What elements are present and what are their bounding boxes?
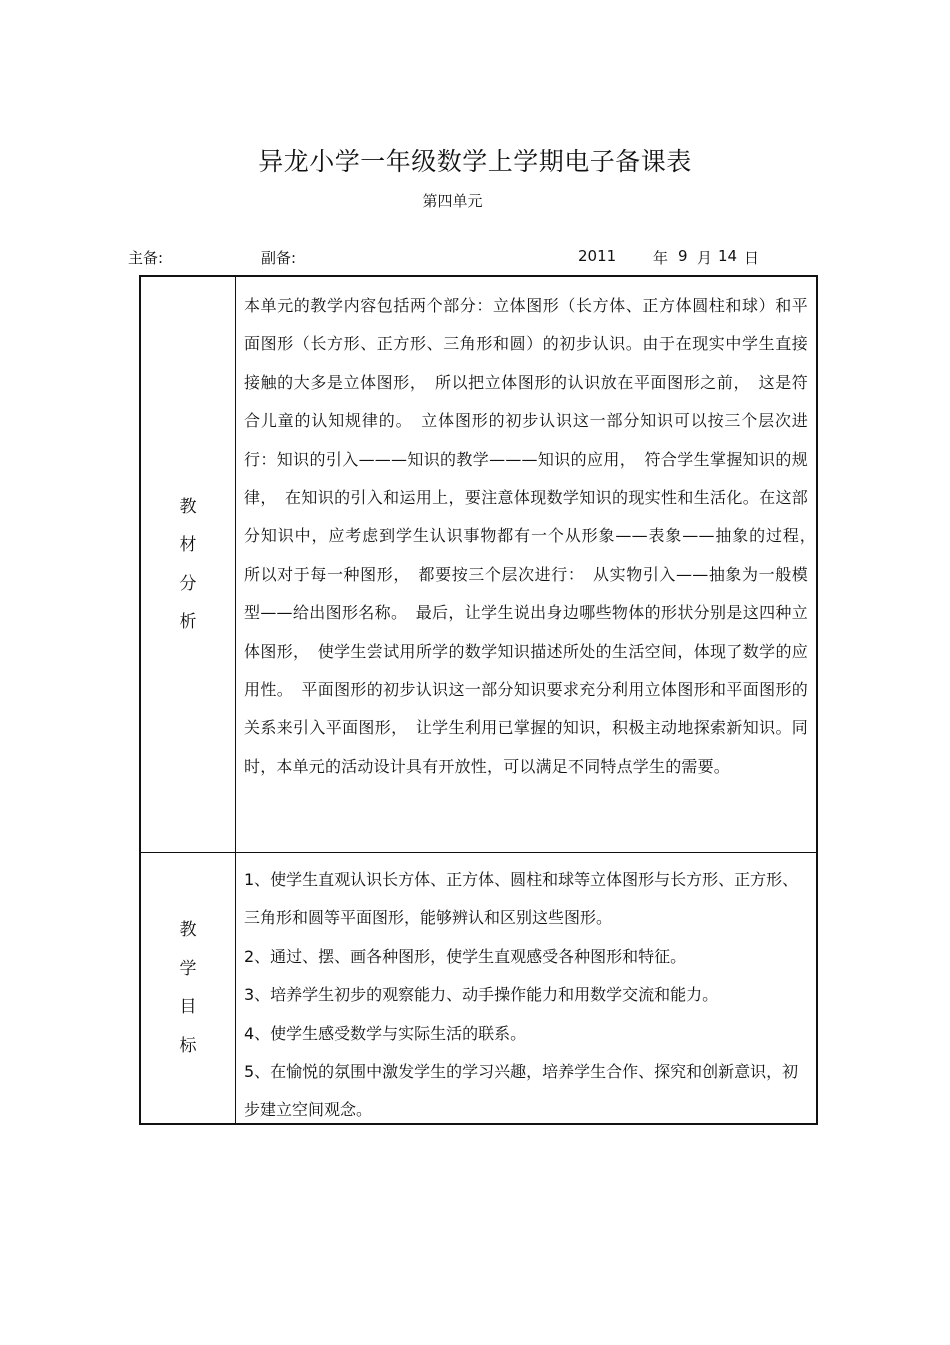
meta-row [0, 247, 950, 269]
date-month: 9 [678, 247, 688, 265]
date-year: 2011 [578, 247, 617, 265]
document-title: 异龙小学一年级数学上学期电子备课表 [258, 147, 692, 176]
goals-row [140, 853, 817, 1125]
date-year-suffix: 年 [653, 249, 669, 267]
analysis-label-char: 析 [179, 612, 197, 632]
date-day: 14 [718, 247, 738, 265]
analysis-label-char: 材 [179, 535, 197, 555]
analysis-label [180, 488, 197, 642]
goal-item: 5、在愉悦的氛围中激发学生的学习兴趣，培养学生合作、探究和创新意识，初步建立空间观念。 [244, 1062, 799, 1120]
goals-content-cell [236, 853, 818, 1125]
goals-list [236, 853, 816, 1123]
goal-item: 3、培养学生初步的观察能力、动手操作能力和用数学交流和能力。 [244, 985, 719, 1005]
goal-item: 1、使学生直观认识长方体、正方体、圆柱和球等立体图形与长方形、正方形、三角形和圆等平面图形，能够辨认和区别这些图形。 [244, 870, 799, 928]
date-day-suffix: 日 [744, 249, 760, 267]
goals-label-char: 标 [179, 1035, 197, 1056]
goals-label [180, 911, 197, 1065]
goal-item: 2、通过、摆、画各种图形，使学生直观感受各种图形和特征。 [244, 946, 687, 966]
lesson-plan-table [139, 275, 825, 1125]
goals-label-char: 学 [179, 958, 197, 979]
goals-label-char: 目 [179, 997, 197, 1017]
unit-subtitle: 第四单元 [422, 192, 483, 210]
goal-item: 4、使学生感受数学与实际生活的联系。 [244, 1023, 527, 1043]
analysis-label-char: 教 [179, 496, 197, 517]
analysis-content-cell [236, 276, 825, 853]
lead-preparer-label: 主备: [128, 249, 164, 267]
date-month-suffix: 月 [697, 249, 713, 267]
analysis-text: 本单元的教学内容包括两个部分：立体图形（长方体、正方体圆柱和球）和平面图形（长方形、正方形、三角形和圆）的初步认识。由于在现实中学生直接接触的大多是立体图形， 所以把立体图形的认识放在平面图形之前， 这是符合儿童的认知规律的。 立体图形的初步认识这一部分知识可以按三个层次进行：知识的引入———知识的教学———知识的应用， 符合学生掌握知识的规律， 在知识的引入和运用上，要注意体现数学知识的现实性和生活化。在这部分知识中，应考虑到学生认识事物都有一个从形象——表象——抽象的过程， 所以对于每一种图形， 都要按三个层次进行： 从实物引入——抽象为一般模型——给出图形名称。 最后，让学生说出身边哪些物体的形状分别是这四种立体图形， 使学生尝试用所学的数学知识描述所处的生活空间，体现了数学的应用性。 平面图形的初步认识这一部分知识要求充分利用立体图形和平面图形的关系来引入平面图形， 让学生利用已掌握的知识，积极主动地探索新知识。同时，本单元的活动设计具有开放性，可以满足不同特点学生的需要。 [244, 296, 825, 776]
analysis-label-cell [140, 276, 236, 853]
assistant-preparer-label: 副备: [261, 249, 297, 267]
goals-label-char: 教 [179, 920, 197, 940]
goals-label-cell [140, 853, 236, 1125]
analysis-label-char: 分 [179, 573, 197, 594]
analysis-row [140, 276, 817, 853]
